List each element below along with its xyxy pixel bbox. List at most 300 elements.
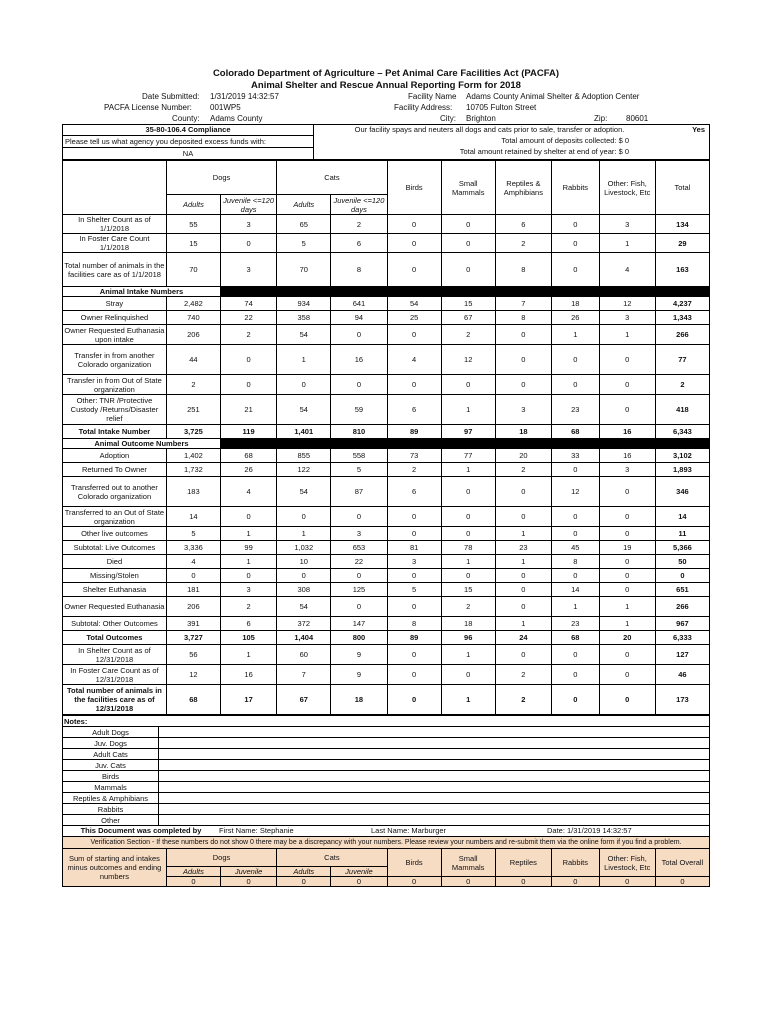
- notes-row: [63, 727, 710, 738]
- cell-value: 1: [599, 234, 655, 253]
- table-row-transfer-in-from-another-colorado-organi: [63, 345, 710, 375]
- cell-value: 1: [277, 527, 331, 541]
- cell-value: 3: [387, 555, 441, 569]
- cell-value: 206: [166, 325, 220, 345]
- cell-value: 105: [220, 631, 276, 645]
- notes-item-label: Birds: [63, 771, 159, 782]
- cell-value: 6: [220, 617, 276, 631]
- cell-value: 6: [495, 215, 551, 234]
- cell-value: 800: [331, 631, 387, 645]
- date-submitted-label: Date Submitted:: [142, 92, 200, 101]
- license-label: PACFA License Number:: [104, 103, 192, 112]
- cell-value: 1: [441, 555, 495, 569]
- ver-value: 0: [387, 877, 441, 887]
- cell-value: 22: [331, 555, 387, 569]
- cell-value: 2: [387, 463, 441, 477]
- compliance-section: [62, 124, 710, 160]
- cell-value: 0: [552, 645, 600, 665]
- cell-value: 5: [277, 234, 331, 253]
- table-row-transferred-to-an-out-of-state-organizat: [63, 507, 710, 527]
- cell-value: 147: [331, 617, 387, 631]
- cell-value: 173: [655, 685, 709, 715]
- notes-item-label: Other: [63, 815, 159, 826]
- cell-value: 77: [655, 345, 709, 375]
- notes-item-label: Adult Cats: [63, 749, 159, 760]
- cell-value: 18: [441, 617, 495, 631]
- notes-item-field: [159, 804, 710, 815]
- facility-meta: [62, 92, 710, 124]
- cell-value: 0: [552, 527, 600, 541]
- cell-value: 3: [599, 463, 655, 477]
- cell-value: 0: [331, 507, 387, 527]
- cell-value: 78: [441, 541, 495, 555]
- report-page: [62, 68, 710, 887]
- header-reptiles: Reptiles & Amphibians: [495, 161, 551, 215]
- cell-value: 68: [552, 631, 600, 645]
- cell-value: 67: [277, 685, 331, 715]
- cell-value: 0: [220, 569, 276, 583]
- cell-value: 33: [552, 449, 600, 463]
- ver-value: 0: [277, 877, 331, 887]
- cell-value: 1,893: [655, 463, 709, 477]
- cell-value: 1: [495, 527, 551, 541]
- row-label: Total Intake Number: [63, 425, 167, 439]
- cell-value: 21: [220, 395, 276, 425]
- cell-value: 1: [599, 617, 655, 631]
- ver-value: 0: [495, 877, 551, 887]
- cell-value: 1,402: [166, 449, 220, 463]
- row-label: In Foster Care Count as of 12/31/2018: [63, 665, 167, 685]
- cell-value: 16: [220, 665, 276, 685]
- cell-value: 20: [599, 631, 655, 645]
- cell-value: 0: [387, 215, 441, 234]
- cell-value: 15: [166, 234, 220, 253]
- cell-value: 0: [599, 375, 655, 395]
- cell-value: 1,343: [655, 311, 709, 325]
- compliance-title: 35-80-106.4 Compliance: [63, 125, 313, 136]
- row-label: Other live outcomes: [63, 527, 167, 541]
- table-row-other-live-outcomes: [63, 527, 710, 541]
- cell-value: 740: [166, 311, 220, 325]
- cell-value: 26: [552, 311, 600, 325]
- cell-value: 1: [599, 325, 655, 345]
- cell-value: 7: [495, 297, 551, 311]
- cell-value: 2: [220, 597, 276, 617]
- zip-label: Zip:: [594, 114, 608, 123]
- cell-value: 0: [552, 463, 600, 477]
- cell-value: 0: [552, 234, 600, 253]
- cell-value: 0: [599, 395, 655, 425]
- notes-item-field: [159, 727, 710, 738]
- deposits-collected: Total amount of deposits collected: $ 0: [501, 136, 629, 145]
- cell-value: 1: [277, 345, 331, 375]
- cell-value: 8: [331, 253, 387, 287]
- row-label: In Foster Care Count 1/1/2018: [63, 234, 167, 253]
- cell-value: 810: [331, 425, 387, 439]
- cell-value: 934: [277, 297, 331, 311]
- cell-value: 4,237: [655, 297, 709, 311]
- cell-value: 391: [166, 617, 220, 631]
- ver-value: 0: [441, 877, 495, 887]
- cell-value: 0: [331, 325, 387, 345]
- cell-value: 6: [387, 477, 441, 507]
- cell-value: 1: [441, 685, 495, 715]
- cell-value: 87: [331, 477, 387, 507]
- header-other: Other: Fish, Livestock, Etc: [599, 161, 655, 215]
- cell-value: 0: [552, 215, 600, 234]
- facility-address-label: Facility Address:: [394, 103, 453, 112]
- cell-value: 22: [220, 311, 276, 325]
- cell-value: 0: [552, 375, 600, 395]
- row-label: Missing/Stolen: [63, 569, 167, 583]
- license-number: 001WP5: [210, 103, 241, 112]
- cell-value: 0: [552, 665, 600, 685]
- cell-value: 17: [220, 685, 276, 715]
- intake-section-title: Animal Intake Numbers: [63, 287, 221, 297]
- cell-value: 19: [599, 541, 655, 555]
- notes-item-label: Mammals: [63, 782, 159, 793]
- notes-row: [63, 815, 710, 826]
- cell-value: 0: [495, 507, 551, 527]
- cell-value: 18: [495, 425, 551, 439]
- cell-value: 2: [495, 685, 551, 715]
- notes-item-label: Adult Dogs: [63, 727, 159, 738]
- cell-value: 1: [441, 463, 495, 477]
- cell-value: 5: [387, 583, 441, 597]
- cell-value: 11: [655, 527, 709, 541]
- agency-answer: NA: [182, 149, 194, 158]
- cell-value: 9: [331, 645, 387, 665]
- cell-value: 5,366: [655, 541, 709, 555]
- cell-value: 0: [599, 477, 655, 507]
- row-label: In Shelter Count as of 1/1/2018: [63, 215, 167, 234]
- cell-value: 1: [441, 395, 495, 425]
- notes-row: [63, 760, 710, 771]
- table-row-owner-requested-euthanasia: [63, 597, 710, 617]
- row-label: In Shelter Count as of 12/31/2018: [63, 645, 167, 665]
- outcome-section-title: Animal Outcome Numbers: [63, 439, 221, 449]
- cell-value: 8: [552, 555, 600, 569]
- cell-value: 0: [441, 477, 495, 507]
- cell-value: 3: [495, 395, 551, 425]
- cell-value: 651: [655, 583, 709, 597]
- ver-value: 0: [166, 877, 220, 887]
- cell-value: 0: [387, 325, 441, 345]
- cell-value: 125: [331, 583, 387, 597]
- cell-value: 10: [277, 555, 331, 569]
- cell-value: 0: [599, 555, 655, 569]
- intake-section-title-band: [220, 287, 709, 297]
- outcome-section-title-band: [220, 439, 709, 449]
- cell-value: 0: [277, 375, 331, 395]
- cell-value: 0: [599, 685, 655, 715]
- cell-value: 59: [331, 395, 387, 425]
- row-label: Subtotal: Live Outcomes: [63, 541, 167, 555]
- cell-value: 54: [277, 597, 331, 617]
- cell-value: 97: [441, 425, 495, 439]
- completed-date: Date: 1/31/2019 14:32:57: [547, 826, 632, 835]
- cell-value: 0: [495, 569, 551, 583]
- cell-value: 16: [599, 449, 655, 463]
- cell-value: 12: [552, 477, 600, 507]
- cell-value: 4: [387, 345, 441, 375]
- cell-value: 12: [441, 345, 495, 375]
- cell-value: 0: [387, 569, 441, 583]
- cell-value: 206: [166, 597, 220, 617]
- cell-value: 0: [387, 527, 441, 541]
- cell-value: 0: [441, 253, 495, 287]
- cell-value: 70: [166, 253, 220, 287]
- cell-value: 0: [220, 234, 276, 253]
- cell-value: 1,404: [277, 631, 331, 645]
- cell-value: 1: [552, 597, 600, 617]
- cell-value: 0: [552, 253, 600, 287]
- cell-value: 1: [220, 527, 276, 541]
- ver-cats-adults: Adults: [277, 867, 331, 877]
- header-small-mammals: Small Mammals: [441, 161, 495, 215]
- cell-value: 266: [655, 597, 709, 617]
- row-label: Owner Requested Euthanasia: [63, 597, 167, 617]
- verification-table: [62, 836, 710, 887]
- notes-row: [63, 771, 710, 782]
- cell-value: 0: [220, 507, 276, 527]
- table-row-in-shelter-count-as-of-12-31-2018: [63, 645, 710, 665]
- cell-value: 3,725: [166, 425, 220, 439]
- row-label: Transferred out to another Colorado organization: [63, 477, 167, 507]
- row-label: Other: TNR /Protective Custody /Returns/Disaster relief: [63, 395, 167, 425]
- cell-value: 0: [495, 375, 551, 395]
- cell-value: 0: [166, 569, 220, 583]
- cell-value: 77: [441, 449, 495, 463]
- cell-value: 99: [220, 541, 276, 555]
- ver-total: Total Overall: [655, 849, 709, 877]
- cell-value: 1: [495, 617, 551, 631]
- cell-value: 558: [331, 449, 387, 463]
- notes-item-label: Rabbits: [63, 804, 159, 815]
- table-row-died: [63, 555, 710, 569]
- cell-value: 26: [220, 463, 276, 477]
- table-row-in-foster-care-count-1-1-2018: [63, 234, 710, 253]
- cell-value: 54: [387, 297, 441, 311]
- ver-dogs-adults: Adults: [166, 867, 220, 877]
- cell-value: 3,727: [166, 631, 220, 645]
- table-row-transfer-in-from-out-of-state-organizati: [63, 375, 710, 395]
- cell-value: 2: [220, 325, 276, 345]
- cell-value: 0: [552, 345, 600, 375]
- cell-value: 0: [552, 507, 600, 527]
- notes-item-label: Juv. Cats: [63, 760, 159, 771]
- city-label: City:: [440, 114, 456, 123]
- cell-value: 6: [331, 234, 387, 253]
- ver-value: 0: [220, 877, 276, 887]
- cell-value: 0: [599, 527, 655, 541]
- ver-dogs: Dogs: [166, 849, 276, 867]
- row-label: Returned To Owner: [63, 463, 167, 477]
- ver-cats: Cats: [277, 849, 387, 867]
- cell-value: 1: [495, 555, 551, 569]
- cell-value: 6: [387, 395, 441, 425]
- cell-value: 0: [552, 569, 600, 583]
- completed-by-row: [62, 826, 710, 836]
- row-label: Owner Relinquished: [63, 311, 167, 325]
- cell-value: 122: [277, 463, 331, 477]
- table-row-stray: [63, 297, 710, 311]
- cell-value: 2,482: [166, 297, 220, 311]
- cell-value: 74: [220, 297, 276, 311]
- row-label: Total Outcomes: [63, 631, 167, 645]
- cell-value: 0: [495, 345, 551, 375]
- cell-value: 0: [441, 234, 495, 253]
- spay-answer: Yes: [692, 125, 705, 134]
- header-cats-juvenile: Juvenile <=120 days: [331, 195, 387, 215]
- cell-value: 23: [495, 541, 551, 555]
- ver-other: Other: Fish, Livestock, Etc: [599, 849, 655, 877]
- cell-value: 127: [655, 645, 709, 665]
- cell-value: 3: [220, 583, 276, 597]
- cell-value: 1,032: [277, 541, 331, 555]
- cell-value: 3: [331, 527, 387, 541]
- notes-item-field: [159, 738, 710, 749]
- cell-value: 3,102: [655, 449, 709, 463]
- county-label: County:: [172, 114, 200, 123]
- cell-value: 1: [441, 645, 495, 665]
- cell-value: 24: [495, 631, 551, 645]
- cell-value: 119: [220, 425, 276, 439]
- cell-value: 0: [277, 569, 331, 583]
- table-row-other-tnr-protective-custody-returns-dis: [63, 395, 710, 425]
- table-row-total-intake-number: [63, 425, 710, 439]
- table-row-adoption: [63, 449, 710, 463]
- cell-value: 4: [166, 555, 220, 569]
- cell-value: 3: [220, 215, 276, 234]
- facility-address: 10705 Fulton Street: [466, 103, 537, 112]
- cell-value: 346: [655, 477, 709, 507]
- cell-value: 251: [166, 395, 220, 425]
- cell-value: 16: [331, 345, 387, 375]
- row-label: Stray: [63, 297, 167, 311]
- cell-value: 29: [655, 234, 709, 253]
- cell-value: 70: [277, 253, 331, 287]
- cell-value: 0: [387, 507, 441, 527]
- animal-data-table: [62, 160, 710, 715]
- cell-value: 134: [655, 215, 709, 234]
- cell-value: 15: [441, 297, 495, 311]
- cell-value: 855: [277, 449, 331, 463]
- cell-value: 2: [655, 375, 709, 395]
- notes-row: [63, 782, 710, 793]
- cell-value: 89: [387, 425, 441, 439]
- cell-value: 8: [387, 617, 441, 631]
- cell-value: 0: [599, 569, 655, 583]
- cell-value: 2: [495, 234, 551, 253]
- table-row-shelter-euthanasia: [63, 583, 710, 597]
- cell-value: 0: [495, 583, 551, 597]
- zip: 80601: [626, 114, 649, 123]
- header-total: Total: [655, 161, 709, 215]
- cell-value: 20: [495, 449, 551, 463]
- cell-value: 0: [220, 375, 276, 395]
- cell-value: 14: [655, 507, 709, 527]
- notes-item-label: Reptiles & Amphibians: [63, 793, 159, 804]
- cell-value: 54: [277, 477, 331, 507]
- completed-last-name: Last Name: Marburger: [371, 826, 447, 835]
- header-dogs-adults: Adults: [166, 195, 220, 215]
- cell-value: 0: [655, 569, 709, 583]
- ver-value: 0: [655, 877, 709, 887]
- cell-value: 308: [277, 583, 331, 597]
- ver-cats-juvenile: Juvenile: [331, 867, 387, 877]
- report-subtitle: Animal Shelter and Rescue Annual Reporting Form for 2018: [251, 80, 521, 91]
- cell-value: 0: [387, 645, 441, 665]
- table-row-owner-requested-euthanasia-upon-intake: [63, 325, 710, 345]
- cell-value: 0: [331, 597, 387, 617]
- notes-item-field: [159, 749, 710, 760]
- notes-item-field: [159, 760, 710, 771]
- row-label: Transferred to an Out of State organization: [63, 507, 167, 527]
- cell-value: 65: [277, 215, 331, 234]
- notes-row: [63, 738, 710, 749]
- ver-reptiles: Reptiles: [495, 849, 551, 877]
- notes-item-field: [159, 771, 710, 782]
- row-label: Died: [63, 555, 167, 569]
- facility-name: Adams County Animal Shelter & Adoption Center: [466, 92, 640, 101]
- notes-table: [62, 715, 710, 826]
- cell-value: 2: [495, 665, 551, 685]
- cell-value: 0: [441, 375, 495, 395]
- cell-value: 0: [441, 507, 495, 527]
- cell-value: 5: [166, 527, 220, 541]
- cell-value: 23: [552, 395, 600, 425]
- table-row-subtotal-other-outcomes: [63, 617, 710, 631]
- cell-value: 4: [599, 253, 655, 287]
- cell-value: 67: [441, 311, 495, 325]
- cell-value: 4: [220, 477, 276, 507]
- ver-birds: Birds: [387, 849, 441, 877]
- header-cats-adults: Adults: [277, 195, 331, 215]
- notes-item-label: Juv. Dogs: [63, 738, 159, 749]
- cell-value: 94: [331, 311, 387, 325]
- cell-value: 163: [655, 253, 709, 287]
- cell-value: 0: [441, 665, 495, 685]
- cell-value: 0: [495, 477, 551, 507]
- table-row-returned-to-owner: [63, 463, 710, 477]
- cell-value: 6,343: [655, 425, 709, 439]
- notes-row: [63, 749, 710, 760]
- table-row-total-outcomes: [63, 631, 710, 645]
- ver-dogs-juvenile: Juvenile: [220, 867, 276, 877]
- header-cats: Cats: [277, 161, 387, 195]
- row-label: Adoption: [63, 449, 167, 463]
- cell-value: 653: [331, 541, 387, 555]
- amount-retained: Total amount retained by shelter at end of year: $ 0: [459, 147, 629, 156]
- cell-value: 372: [277, 617, 331, 631]
- cell-value: 0: [599, 507, 655, 527]
- cell-value: 1: [220, 555, 276, 569]
- row-label: Shelter Euthanasia: [63, 583, 167, 597]
- ver-value: 0: [599, 877, 655, 887]
- cell-value: 15: [441, 583, 495, 597]
- ver-small-mammals: Small Mammals: [441, 849, 495, 877]
- cell-value: 967: [655, 617, 709, 631]
- notes-item-field: [159, 815, 710, 826]
- cell-value: 0: [599, 345, 655, 375]
- cell-value: 0: [331, 569, 387, 583]
- table-row-total-number-of-animals-in-the-facilitie: [63, 253, 710, 287]
- cell-value: 0: [495, 597, 551, 617]
- cell-value: 7: [277, 665, 331, 685]
- cell-value: 3: [599, 311, 655, 325]
- cell-value: 0: [387, 375, 441, 395]
